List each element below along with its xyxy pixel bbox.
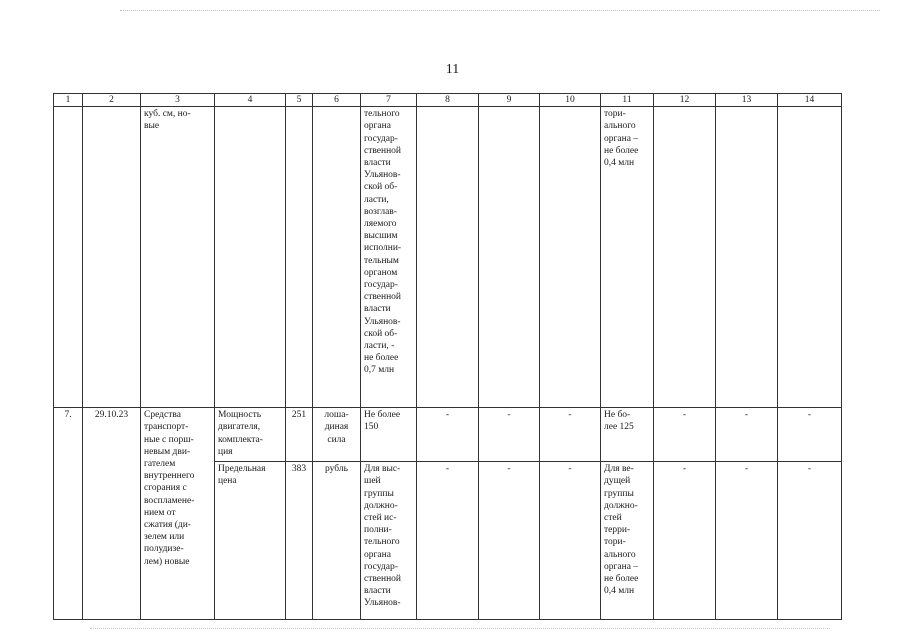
table-cell: - (778, 462, 842, 620)
header-cell: 2 (83, 94, 141, 107)
table-cell (361, 462, 417, 620)
header-cell: 6 (313, 94, 361, 107)
header-cell: 4 (215, 94, 286, 107)
header-cell: 3 (141, 94, 215, 107)
characteristic (215, 462, 286, 620)
item-name (141, 408, 215, 620)
table-cell: - (417, 462, 479, 620)
table-cell (313, 107, 361, 408)
cell-text: тори- ального органа – не более 0,4 млн (604, 109, 639, 169)
header-cell: 7 (361, 94, 417, 107)
table-cell (601, 462, 654, 620)
cell-text: Не более 150 (364, 410, 401, 433)
table-cell (601, 408, 654, 462)
table-cell: - (479, 462, 540, 620)
table-cell (716, 107, 778, 408)
unit-name (313, 462, 361, 620)
header-cell: 1 (54, 94, 83, 107)
table-cell (141, 107, 215, 408)
scan-artifact-top (120, 10, 880, 13)
table-cell (286, 107, 313, 408)
table-cell (361, 408, 417, 462)
table-cell: - (716, 408, 778, 462)
scan-artifact-bottom (90, 628, 830, 631)
table-cell: - (778, 408, 842, 462)
unit-name (313, 408, 361, 462)
unit-code: 383 (286, 462, 313, 620)
cell-text: Для выс- шей группы должно- стей ис- полни- тельного органа государ- ственной власти Ульянов- (364, 464, 402, 609)
table-cell: - (654, 462, 716, 620)
header-row (54, 94, 842, 107)
table-cell (54, 107, 83, 408)
table-row-continuation (54, 107, 842, 408)
table-cell: - (540, 462, 601, 620)
table-cell (215, 107, 286, 408)
characteristic (215, 408, 286, 462)
cell-text: Мощность двигателя, комплекта- ция (218, 410, 263, 457)
table-cell: - (716, 462, 778, 620)
table-cell: - (417, 408, 479, 462)
table-row (54, 408, 842, 462)
row-number: 7. (54, 408, 83, 620)
table-cell (479, 107, 540, 408)
header-cell: 11 (601, 94, 654, 107)
table-cell (778, 107, 842, 408)
cell-text: Предельная цена (218, 464, 266, 487)
procurement-table (53, 93, 842, 620)
header-cell: 10 (540, 94, 601, 107)
table-cell (540, 107, 601, 408)
table-cell: - (654, 408, 716, 462)
cell-text: лоша- диная сила (324, 410, 349, 445)
header-cell: 12 (654, 94, 716, 107)
table-cell: - (479, 408, 540, 462)
cell-text: Для ве- дущей группы должно- стей терри- тори- ального органа – не более 0,4 млн (604, 464, 639, 597)
table-cell (601, 107, 654, 408)
table-cell (654, 107, 716, 408)
unit-code: 251 (286, 408, 313, 462)
cell-text: Не бо- лее 125 (604, 410, 634, 433)
header-cell: 9 (479, 94, 540, 107)
page-number: 11 (445, 62, 460, 77)
table-cell: - (540, 408, 601, 462)
cell-text: Средства транспорт- ные с порш- невым дви- гателем внутреннего сгорания с воспламене- нием от сжатия (ди- зелем или полудизе- лем) новые (144, 410, 195, 567)
cell-text: куб. см, но- вые (144, 109, 191, 132)
row-date: 29.10.23 (83, 408, 141, 620)
cell-text: рубль (325, 464, 348, 475)
cell-text: тельного органа государ- ственной власти Ульянов- ской об- ласти, возглав- ляемого высшим исполни- тельным органом государ- ственной власти Ульянов- ской об- ласти, - не более 0,7 млн (364, 109, 402, 376)
header-cell: 14 (778, 94, 842, 107)
table-cell (83, 107, 141, 408)
header-cell: 5 (286, 94, 313, 107)
header-cell: 8 (417, 94, 479, 107)
header-cell: 13 (716, 94, 778, 107)
table-cell (417, 107, 479, 408)
table-cell (361, 107, 417, 408)
